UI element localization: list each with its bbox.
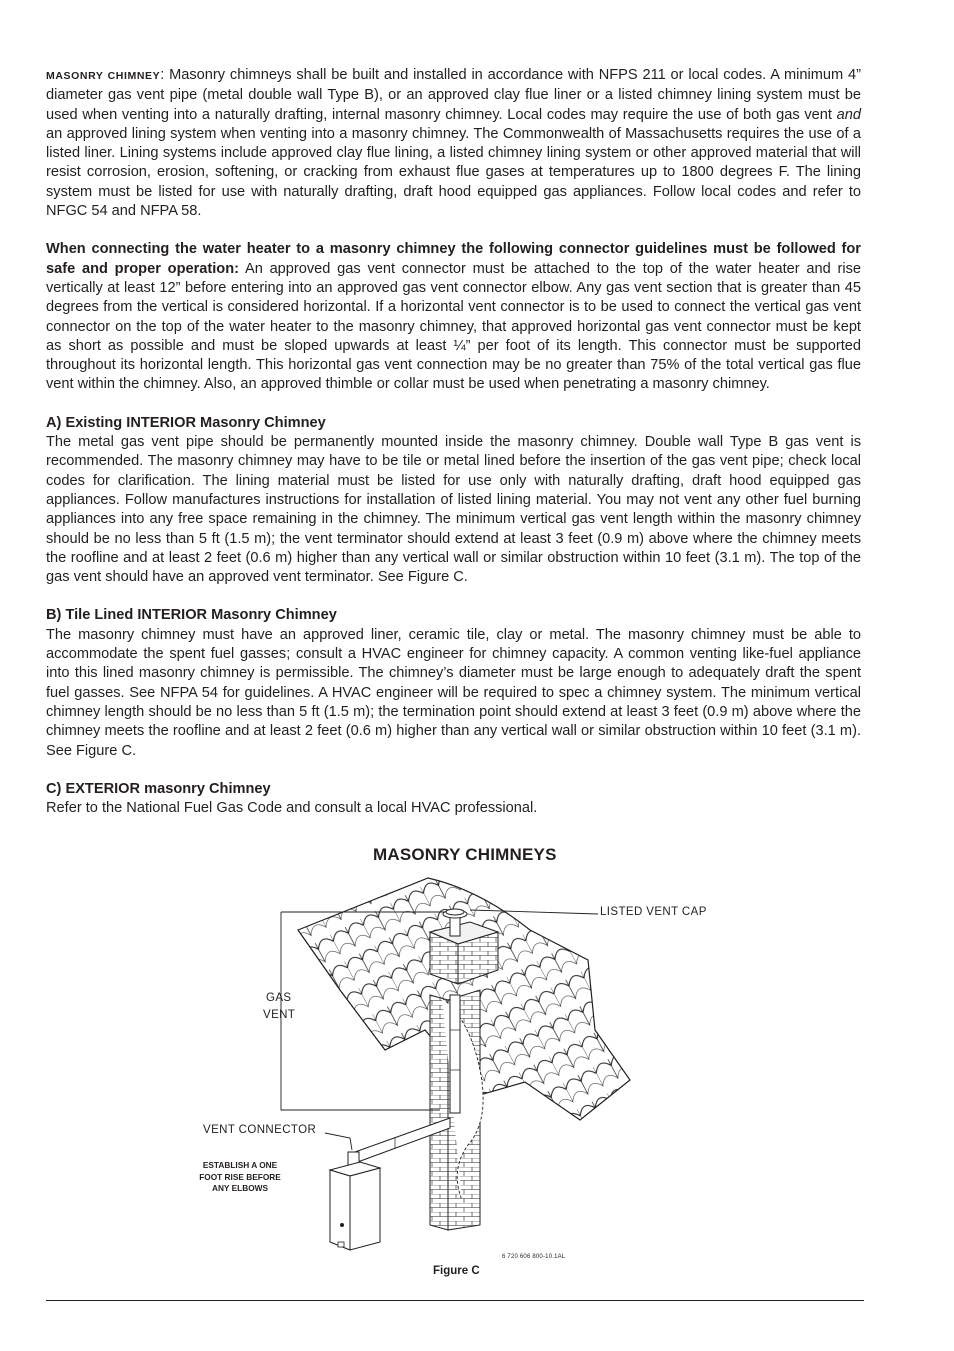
document-body [46,66,861,818]
intro-text-2: an approved lining system when venting into a masonry chimney. The Commonwealth of Massachusetts requires the use of a listed liner. Lining systems include approved clay flue lining, a listed chimney lining system or other approved material that will resist corrosion, erosion, softening, or cracking from exhaust flue gases at temperatures up to 1800 degrees F. The lining system must be listed for use with naturally drafting, draft hood equipped gas appliances. Follow local codes and refer to NFGC 54 and NFPA 58. [46,125,861,220]
footer-rule [46,1300,864,1301]
section-b-text: The masonry chimney must have an approved liner, ceramic tile, clay or metal. The masonry chimney must be able to accommodate the spent fuel gasses; consult a HVAC engineer for chimney capacity. A common venting like-fuel appliance into this lined masonry chimney is permissible. The chimney’s diameter must be large enough to adequately draft the spent fuel gasses. See NFPA 54 for guidelines. A HVAC engineer will be required to spec a chimney system. The minimum vertical chimney length should be no less than 5 ft (1.5 m); the termination point should extend at least 3 feet (0.9 m) above where the chimney meets the roofline and at least 2 feet (0.6 m) higher than any vertical wall or similar obstruction within 10 feet (3.1 m). See Figure C. [46,626,861,759]
label-vent: VENT [263,1009,296,1021]
section-c-heading: C) EXTERIOR masonry Chimney [46,780,271,797]
figure-caption: Figure C [433,1265,480,1277]
figure-title: MASONRY CHIMNEYS [373,845,557,864]
figure-code: 6 720 606 800-10.1AL [502,1254,566,1260]
connector-paragraph [46,240,861,394]
intro-italic: and [836,106,861,123]
label-vent-cap: LISTED VENT CAP [600,906,707,918]
label-gas: GAS [266,992,292,1004]
intro-paragraph [46,66,861,221]
water-heater [330,1162,380,1250]
note-line-1: ESTABLISH A ONE [202,1160,278,1170]
section-c-text: Refer to the National Fuel Gas Code and consult a local HVAC professional. [46,800,538,817]
label-vent-connector: VENT CONNECTOR [203,1124,317,1136]
section-a-text: The metal gas vent pipe should be permanently mounted inside the masonry chimney. Double wall Type B gas vent is recommended. The masonry chimney may have to be tile or metal lined before the insertion of the gas vent pipe; check local codes for clarification. The lining material must be listed for use only with naturally drafting, draft hood equipped gas appliances. Follow manufactures instructions for installation of listed lining material. You may not vent any other fuel burning appliances into any free space remaining in the chimney. The minimum vertical gas vent length within the masonry chimney should be no less than 5 ft (1.5 m); the vent terminator should extend at least 3 feet (0.9 m) above where the chimney meets the roofline and at least 2 feet (0.6 m) higher than any vertical wall or similar obstruction within 10 feet (3.1 m). The top of the gas vent should have an approved vent terminator. See Figure C. [46,434,861,586]
note-line-2: FOOT RISE BEFORE [199,1171,281,1182]
note-line-3: ANY ELBOWS [211,1183,269,1193]
section-a-heading: A) Existing INTERIOR Masonry Chimney [46,414,326,431]
gas-vent-pipe [450,995,460,1113]
chimney-illustration [180,870,800,1270]
connector-bold-lead: When connecting the water heater to a masonry chimney the following connector guidelines must be followed for safe and proper operation: [46,241,861,277]
intro-text-1: : Masonry chimneys shall be built and installed in accordance with NFPS 211 or local codes. A minimum 4” diameter gas vent pipe (metal double wall Type B), or an approved clay flue liner or a listed chimney lining system must be used when venting into a naturally drafting, internal masonry chimney. Local codes may require the use of both gas vent [46,67,861,123]
note-one-foot-rise [188,1160,292,1195]
masonry-chimney-figure [180,870,800,1270]
section-b-heading: B) Tile Lined INTERIOR Masonry Chimney [46,607,337,624]
intro-label: MASONRY CHIMNEY [46,70,161,82]
connector-text: An approved gas vent connector must be attached to the top of the water heater and rise vertically at least 12” before entering into an approved gas vent connector elbow. Any gas vent section that is greater than 45 degrees from the vertical is considered horizontal. If a horizontal vent connector is to be used to connect the vertical gas vent connector on the top of the water heater to the masonry chimney, that approved horizontal gas vent connector must be kept as short as possible and must be sloped upwards at least ¼” per foot of its length. This connector must be supported throughout its horizontal length. This horizontal gas vent connection may be no greater than 75% of the total vertical gas flue vent within the chimney. Also, an approved thimble or collar must be used when penetrating a masonry chimney. [46,260,861,393]
